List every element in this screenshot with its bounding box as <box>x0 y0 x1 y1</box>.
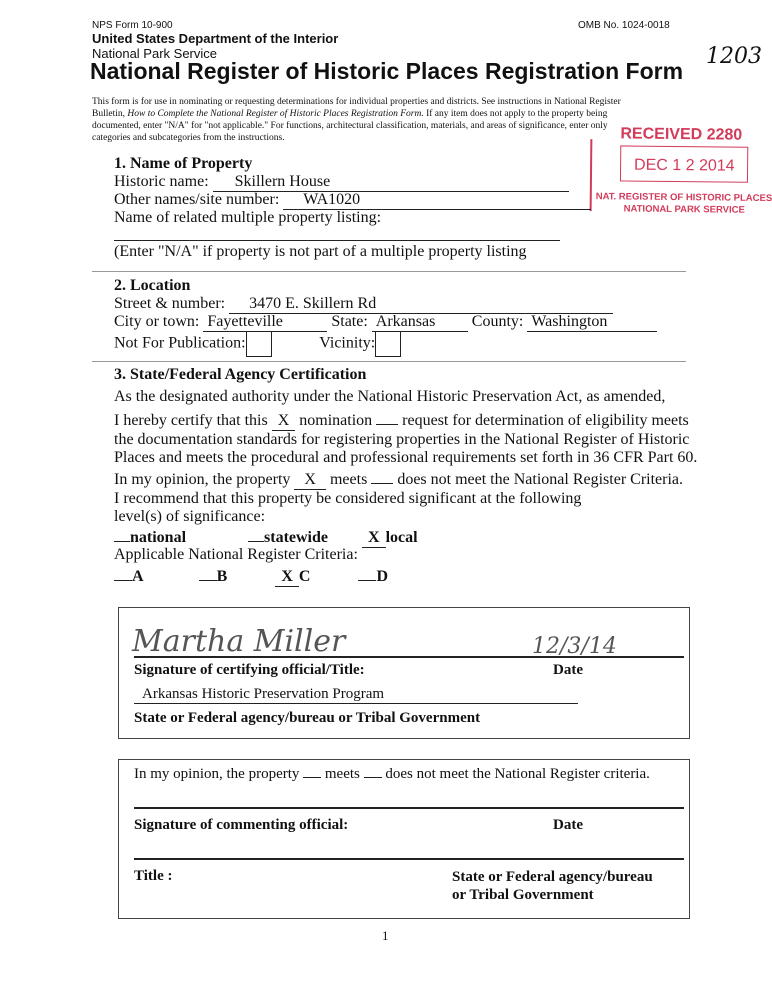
other-names-label: Other names/site number: <box>114 191 280 208</box>
certifying-agency-field[interactable]: Arkansas Historic Preservation Program <box>142 686 385 702</box>
opinion-prefix: In my opinion, the property <box>114 471 295 488</box>
intro-line-2-italic: How to Complete the National Register of Historic Places Registration Form. <box>127 109 424 119</box>
publication-row <box>114 331 401 357</box>
other-names-field[interactable]: WA1020 <box>283 191 591 210</box>
level-statewide: statewide <box>264 529 328 546</box>
street-field[interactable]: 3470 E. Skillern Rd <box>229 295 613 314</box>
intro-line-2-prefix: Bulletin, <box>92 109 128 119</box>
criteria-a: A <box>132 568 143 585</box>
commenting-signature-label: Signature of commenting official: <box>134 817 349 833</box>
certify-line-1 <box>114 412 697 431</box>
handwritten-number: 1203 <box>706 44 762 69</box>
state-label: State: <box>331 313 368 330</box>
city-field[interactable]: Fayetteville <box>203 313 327 332</box>
intro-line-4: categories and subcategories from the instructions. <box>92 133 285 143</box>
recommend-line-2: level(s) of significance: <box>114 508 266 525</box>
commenting-opinion-prefix: In my opinion, the property <box>134 766 304 782</box>
city-label: City or town: <box>114 313 200 330</box>
intro-line-2-suffix: If any item does not apply to the property being <box>423 109 608 119</box>
related-listing-label: Name of related multiple property listing: <box>114 209 382 226</box>
section-divider <box>92 361 686 362</box>
criteria-a-blank[interactable] <box>114 580 132 581</box>
intro-line-3: documented, enter "N/A" for "not applicable." For functions, architectural classification, materials, and areas of significance, enter only <box>92 121 608 131</box>
historic-name-field[interactable]: Skillern House <box>213 173 569 192</box>
criteria-c: C <box>298 568 311 585</box>
commenting-meets-label: meets <box>321 766 364 782</box>
certify-prefix: I hereby certify that this <box>114 412 272 429</box>
page-number: 1 <box>382 928 389 943</box>
request-determination-blank[interactable] <box>376 424 398 425</box>
commenting-signature-line[interactable] <box>134 807 684 809</box>
section-divider <box>92 271 686 272</box>
stamp-date: DEC 1 2 2014 <box>634 156 735 175</box>
does-not-meet-label: does not meet the National Register Criteria. <box>393 471 684 488</box>
page-title: National Register of Historic Places Registration Form <box>90 58 684 84</box>
criteria-d: D <box>376 568 389 585</box>
nomination-label: nomination <box>295 412 377 429</box>
commenting-agency-line-1: State or Federal agency/bureau <box>452 869 653 885</box>
authority-text: As the designated authority under the National Historic Preservation Act, as amended, <box>114 388 666 405</box>
certifying-signature-date[interactable]: 12/3/14 <box>532 634 617 659</box>
commenting-does-not-meet-label: does not meet the National Register criteria. <box>381 766 650 782</box>
opinion-paragraph <box>114 471 683 526</box>
criteria-row <box>114 568 388 587</box>
statewide-blank[interactable] <box>248 541 264 542</box>
department-name: United States Department of the Interior <box>92 31 339 46</box>
commenting-agency-label <box>452 868 653 904</box>
agency-line <box>134 703 578 704</box>
county-label: County: <box>471 313 524 330</box>
vicinity-label: Vicinity: <box>319 334 376 352</box>
not-for-publication-label: Not For Publication: <box>114 334 246 352</box>
certify-paragraph <box>114 412 697 467</box>
historic-name-row <box>114 173 569 192</box>
meets-label: meets <box>325 471 372 488</box>
form-number: NPS Form 10-900 <box>92 20 173 31</box>
section-1-heading: 1. Name of Property <box>114 155 253 172</box>
commenting-agency-line-2: or Tribal Government <box>452 887 594 903</box>
vicinity-checkbox[interactable] <box>375 331 401 357</box>
intro-line-2 <box>92 108 621 120</box>
criteria-d-blank[interactable] <box>358 580 376 581</box>
section-3-heading: 3. State/Federal Agency Certification <box>114 366 367 383</box>
street-label: Street & number: <box>114 295 226 312</box>
opinion-line-1 <box>114 471 683 490</box>
does-not-meet-blank[interactable] <box>371 483 393 484</box>
intro-instructions <box>92 96 621 144</box>
commenting-opinion <box>134 766 650 783</box>
criteria-b: B <box>216 568 228 585</box>
section-2-heading: 2. Location <box>114 277 191 294</box>
received-stamp <box>589 119 772 231</box>
commenting-title-line[interactable] <box>134 858 684 860</box>
city-row <box>114 313 657 332</box>
state-field[interactable]: Arkansas <box>372 313 468 332</box>
meets-mark[interactable]: X <box>294 471 326 490</box>
certifying-signature-label: Signature of certifying official/Title: <box>134 662 365 678</box>
commenting-title-label: Title : <box>134 868 173 884</box>
criteria-label: Applicable National Register Criteria: <box>114 546 358 563</box>
certifying-date-label: Date <box>553 662 583 678</box>
stamp-received: RECEIVED 2280 <box>620 125 743 144</box>
certify-line-3: Places and meets the procedural and professional requirements set forth in 36 CFR Part 60. <box>114 449 698 466</box>
criteria-b-blank[interactable] <box>199 580 217 581</box>
other-names-row <box>114 191 591 210</box>
certifying-signature[interactable]: Martha Miller <box>132 624 346 659</box>
stamp-service-line: NATIONAL PARK SERVICE <box>623 203 745 216</box>
signature-line <box>134 656 684 658</box>
level-local: local <box>385 529 418 546</box>
commenting-meets-blank[interactable] <box>303 777 321 778</box>
commenting-does-not-meet-blank[interactable] <box>364 777 382 778</box>
historic-name-label: Historic name: <box>114 173 209 190</box>
not-for-publication-checkbox[interactable] <box>246 331 272 357</box>
county-field[interactable]: Washington <box>527 313 657 332</box>
intro-line-1: This form is for use in nominating or requesting determinations for individual properties and districts. See instructions in National Register <box>92 97 621 107</box>
enter-na-note: (Enter "N/A" if property is not part of a multiple property listing <box>114 243 527 260</box>
request-determination-label: request for determination of eligibility meets <box>398 412 689 429</box>
local-mark[interactable]: X <box>362 529 386 548</box>
stamp-register-line: NAT. REGISTER OF HISTORIC PLACES <box>595 191 772 205</box>
level-national: national <box>130 529 187 546</box>
certify-line-2: the documentation standards for registering properties in the National Register of Historic <box>114 431 690 448</box>
criteria-c-mark[interactable]: X <box>275 568 299 587</box>
street-row <box>114 295 613 314</box>
nomination-mark[interactable]: X <box>272 412 296 431</box>
certifying-agency-label: State or Federal agency/bureau or Tribal Government <box>134 710 481 726</box>
service-name: National Park Service <box>92 46 217 61</box>
omb-number: OMB No. 1024-0018 <box>578 20 670 31</box>
commenting-date-label: Date <box>553 817 583 833</box>
national-blank[interactable] <box>114 541 130 542</box>
recommend-line-1: I recommend that this property be considered significant at the following <box>114 490 582 507</box>
related-listing-field[interactable] <box>114 240 560 241</box>
